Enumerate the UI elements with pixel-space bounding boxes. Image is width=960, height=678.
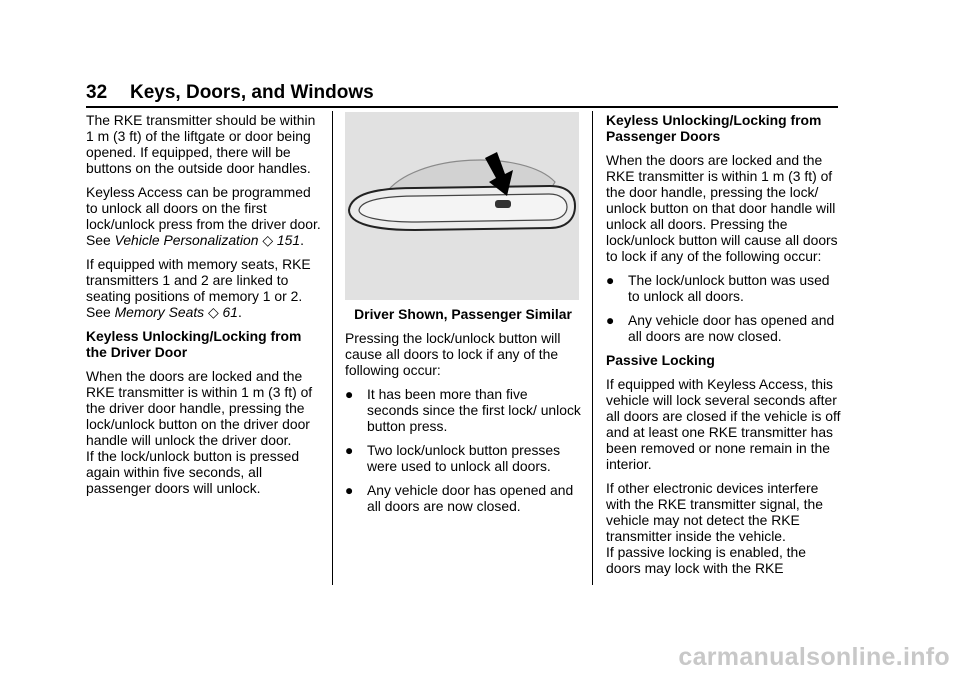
section-title: Keys, Doors, and Windows <box>130 82 374 103</box>
page-ref-number[interactable]: 151 <box>276 232 301 248</box>
page-ref-icon: ◇ <box>207 304 219 320</box>
paragraph: Keyless Access can be programmed to unlock all doors on the first lock/unlock press from the driver door. See Vehicle Personalization ◇ 151. <box>86 184 321 248</box>
paragraph: If the lock/unlock button is pressed again within five seconds, all passenger doors will unlock. <box>86 448 300 496</box>
paragraph: If equipped with memory seats, RKE transmitters 1 and 2 are linked to seating positions of memory 1 or 2. See Memory Seats ◇ 61. <box>86 256 311 320</box>
list-item <box>606 272 842 304</box>
column-2 <box>345 112 581 522</box>
watermark: carmanualsonline.info <box>678 643 950 671</box>
page-header <box>86 82 838 104</box>
subheading: Passive Locking <box>606 352 715 368</box>
bullet-icon: ● <box>606 272 615 288</box>
bullet-icon: ● <box>345 482 354 498</box>
cross-reference-link[interactable]: Vehicle Personalization <box>114 232 259 248</box>
paragraph-text: If equipped with memory seats, RKE transmitters 1 and 2 are linked to seating positions of memory 1 or 2. See <box>86 256 311 320</box>
list-item-text: The lock/unlock button was used to unlock all doors. <box>628 272 830 304</box>
paragraph: If other electronic devices interfere with the RKE transmitter signal, the vehicle may not detect the RKE transmitter inside the vehicle. <box>606 480 823 544</box>
door-handle-illustration <box>345 112 579 300</box>
list-item <box>606 312 842 344</box>
list-item-text: Two lock/unlock button presses were used to unlock all doors. <box>367 442 561 474</box>
paragraph-text: Keyless Access can be programmed to unlock all doors on the first lock/unlock press from the driver door. See <box>86 184 321 248</box>
list-item <box>345 442 581 474</box>
page-ref-icon: ◇ <box>262 232 274 248</box>
paragraph: Pressing the lock/unlock button will cause all doors to lock if any of the following occur: <box>345 330 561 378</box>
paragraph: If passive locking is enabled, the doors may lock with the RKE <box>606 544 806 576</box>
bullet-icon: ● <box>606 312 615 328</box>
list-item <box>345 386 581 434</box>
cross-reference-link[interactable]: Memory Seats <box>114 304 205 320</box>
paragraph: When the doors are locked and the RKE transmitter is within 1 m (3 ft) of the door handle, pressing the lock/ unlock button on that door handle will unlock all doors. Pressing the lock/unlock button will cause all doors to lock if any of the following occur: <box>606 152 838 264</box>
paragraph: The RKE transmitter should be within 1 m (3 ft) of the liftgate or door being opened. If equipped, there will be buttons on the outside door handles. <box>86 112 316 176</box>
bullet-icon: ● <box>345 386 354 402</box>
list-item-text: It has been more than five seconds since the first lock/ unlock button press. <box>367 386 581 434</box>
column-divider <box>592 111 593 585</box>
column-3 <box>606 112 842 584</box>
list-item-text: Any vehicle door has opened and all doors are now closed. <box>367 482 574 514</box>
list-item-text: Any vehicle door has opened and all doors are now closed. <box>628 312 835 344</box>
column-divider <box>332 111 333 585</box>
door-handle-drawing <box>345 112 579 300</box>
subheading: Keyless Unlocking/Locking from Passenger Doors <box>606 112 822 144</box>
page-ref-number[interactable]: 61 <box>222 304 238 320</box>
page-number: 32 <box>86 82 108 103</box>
list-item <box>345 482 581 514</box>
column-1 <box>86 112 322 504</box>
header-rule <box>86 106 838 108</box>
subheading: Keyless Unlocking/Locking from the Driver Door <box>86 328 302 360</box>
paragraph: When the doors are locked and the RKE transmitter is within 1 m (3 ft) of the driver door handle, pressing the lock/unlock button on the driver door handle will unlock the driver door. <box>86 368 313 448</box>
paragraph: If equipped with Keyless Access, this vehicle will lock several seconds after all doors are closed if the vehicle is off and at least one RKE transmitter has been removed or none remain in the interior. <box>606 376 841 472</box>
figure-caption: Driver Shown, Passenger Similar <box>354 306 572 322</box>
bullet-icon: ● <box>345 442 354 458</box>
